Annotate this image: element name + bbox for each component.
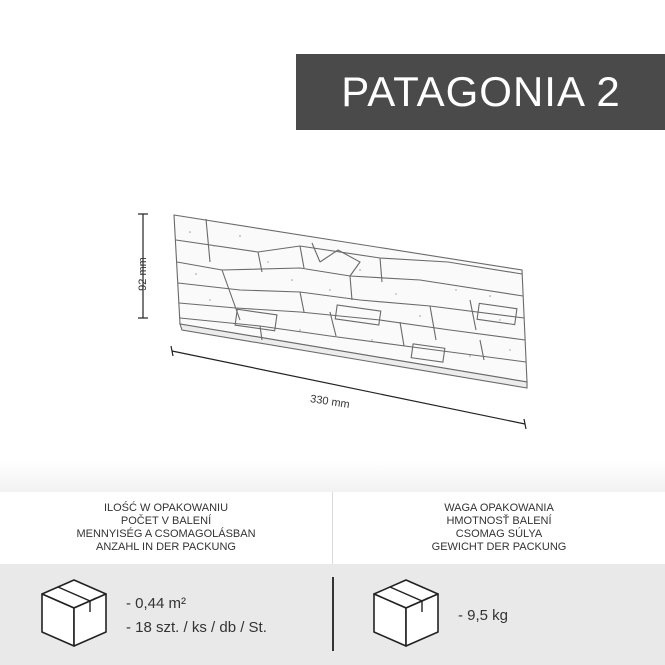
weight-label-sk: HMOTNOSŤ BALENÍ xyxy=(446,515,552,527)
pieces-value: - 18 szt. / ks / db / St. xyxy=(126,619,267,636)
box-icon xyxy=(372,576,440,648)
quantity-labels xyxy=(0,502,332,554)
weight-label-pl: WAGA OPAKOWANIA xyxy=(444,502,554,514)
weight-value: - 9,5 kg xyxy=(458,607,509,624)
divider xyxy=(332,492,333,564)
product-title: PATAGONIA 2 xyxy=(296,54,665,130)
quantity-label-pl: ILOŚĆ W OPAKOWANIU xyxy=(103,502,229,514)
quantity-label-sk: POČET V BALENÍ xyxy=(120,515,212,527)
weight-label-hu: CSOMAG SÚLYA xyxy=(455,528,543,540)
width-dimension-label: 330 mm xyxy=(309,393,351,411)
weight-labels xyxy=(333,502,665,554)
height-dimension-label: 92 mm xyxy=(137,257,149,291)
divider xyxy=(332,577,334,651)
box-icon xyxy=(40,576,108,648)
section-fade xyxy=(0,460,665,492)
quantity-values xyxy=(126,592,267,640)
quantity-label-hu: MENNYISÉG A CSOMAGOLÁSBAN xyxy=(76,528,256,540)
area-value: - 0,44 m² xyxy=(126,595,187,612)
weight-label-de: GEWICHT DER PACKUNG xyxy=(431,541,567,553)
quantity-label-de: ANZAHL IN DER PACKUNG xyxy=(96,541,236,553)
